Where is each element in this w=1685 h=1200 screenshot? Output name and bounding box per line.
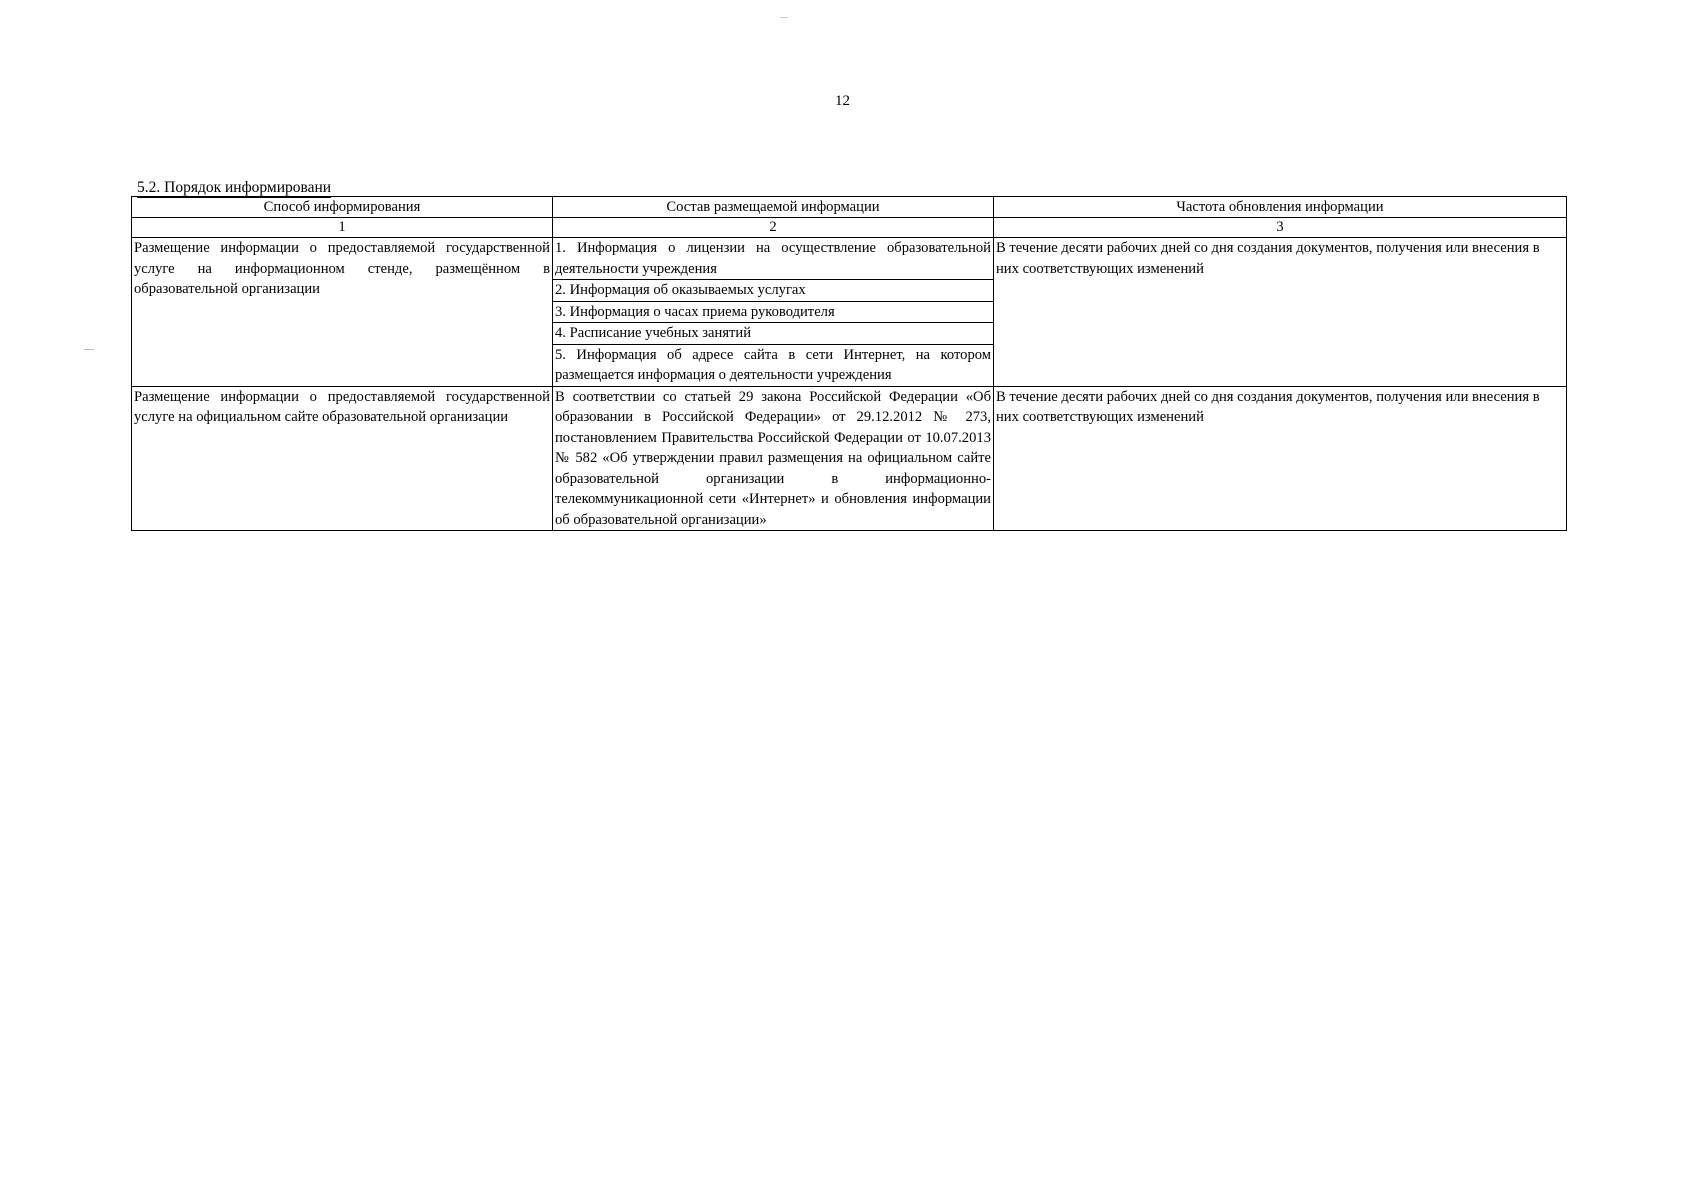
scan-artifact [84,349,94,350]
method-cell: Размещение информации о предоставляемой государственной услуге на информационном стенде, размещённом в образовательной организации [132,238,553,387]
header-frequency: Частота обновления информации [994,197,1567,218]
column-number-row [132,218,1567,238]
header-content: Состав размещаемой информации [553,197,994,218]
content-cell: В соответствии со статьей 29 закона Российской Федерации «Об образовании в Российской Федерации» от 29.12.2012 № 273, постановлением Правительства Российской Федерации от 10.07.2013 № 582 «Об утверждении правил размещения на официальном сайте образовательной организации в информационно-телекоммуникационной сети «Интернет» и обновления информации об образовательной организации» [553,386,994,531]
frequency-cell: В течение десяти рабочих дней со дня создания документов, получения или внесения в них соответствующих изменений [994,238,1567,387]
header-method: Способ информирования [132,197,553,218]
content-cell [553,238,994,387]
method-cell: Размещение информации о предоставляемой государственной услуге на официальном сайте образовательной организации [132,386,553,531]
content-item: 1. Информация о лицензии на осуществление образовательной деятельности учреждения [555,240,991,277]
table-header-row [132,197,1567,218]
content-item: 4. Расписание учебных занятий [553,322,993,344]
frequency-cell: В течение десяти рабочих дней со дня создания документов, получения или внесения в них соответствующих изменений [994,386,1567,531]
column-number: 2 [553,218,994,238]
table-row [132,386,1567,531]
table-row [132,238,1567,387]
scan-artifact [780,17,788,18]
content-item: 3. Информация о часах приема руководителя [553,301,993,323]
section-heading: 5.2. Порядок информировани [137,179,332,196]
content-item: 2. Информация об оказываемых услугах [553,279,993,301]
page-number: 12 [835,93,850,109]
column-number: 3 [994,218,1567,238]
information-procedure-table [131,196,1567,531]
column-number: 1 [132,218,553,238]
content-item: 5. Информация об адресе сайта в сети Интернет, на котором размещается информация о деятельности учреждения [553,344,993,386]
